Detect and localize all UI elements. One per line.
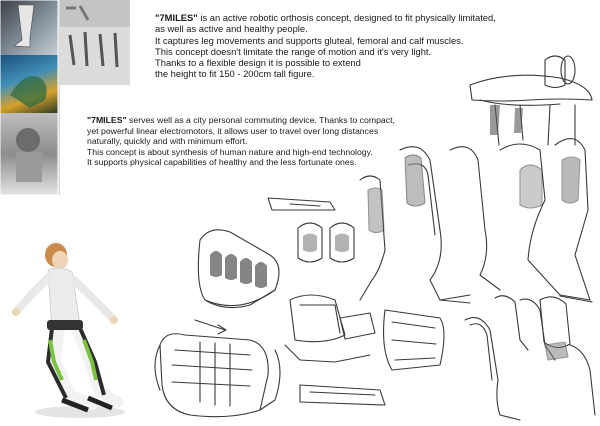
sketch-knee-caps — [298, 223, 354, 262]
commute-line-first: serves well as a city personal commuting device. Thanks to compact, — [126, 115, 395, 125]
commute-line: This concept is about synthesis of human nature and high-end technology. — [87, 146, 373, 157]
intro-line: This concept doesn't limitate the range of motion and it's very light. — [155, 45, 432, 57]
sketch-belt-top — [268, 198, 335, 210]
intro-line: as well as active and healthy people. — [155, 23, 308, 35]
sketch-belt-buckles — [285, 295, 385, 405]
sketch-hip-assembly — [470, 56, 592, 145]
commute-line: naturally, quickly and with minimum effort. — [87, 136, 248, 147]
intro-line: Thanks to a flexible design it is possible to extend — [155, 57, 361, 69]
commute-line: It supports physical capabilities of healthy and the less fortunate ones. — [87, 157, 357, 168]
commute-line: yet powerful linear electromotors, it allows user to travel over long distances — [87, 125, 379, 136]
sketch-foot-plate — [198, 230, 279, 308]
sketch-motor-housing — [384, 310, 444, 370]
intro-brand: "7MILES" — [155, 12, 198, 23]
intro-line: It captures leg movements and supports gluteal, femoral and calf muscles. — [155, 34, 464, 46]
sketch-leg-frames — [360, 139, 592, 303]
sketch-brackets — [465, 296, 595, 420]
intro-line: the height to fit 150 - 200cm tall figure. — [155, 68, 315, 80]
intro-line-first: is an active robotic orthosis concept, designed to fit physically limitated, — [197, 12, 496, 23]
commute-brand: "7MILES" — [87, 115, 127, 125]
sketch-sole-view — [155, 320, 280, 417]
